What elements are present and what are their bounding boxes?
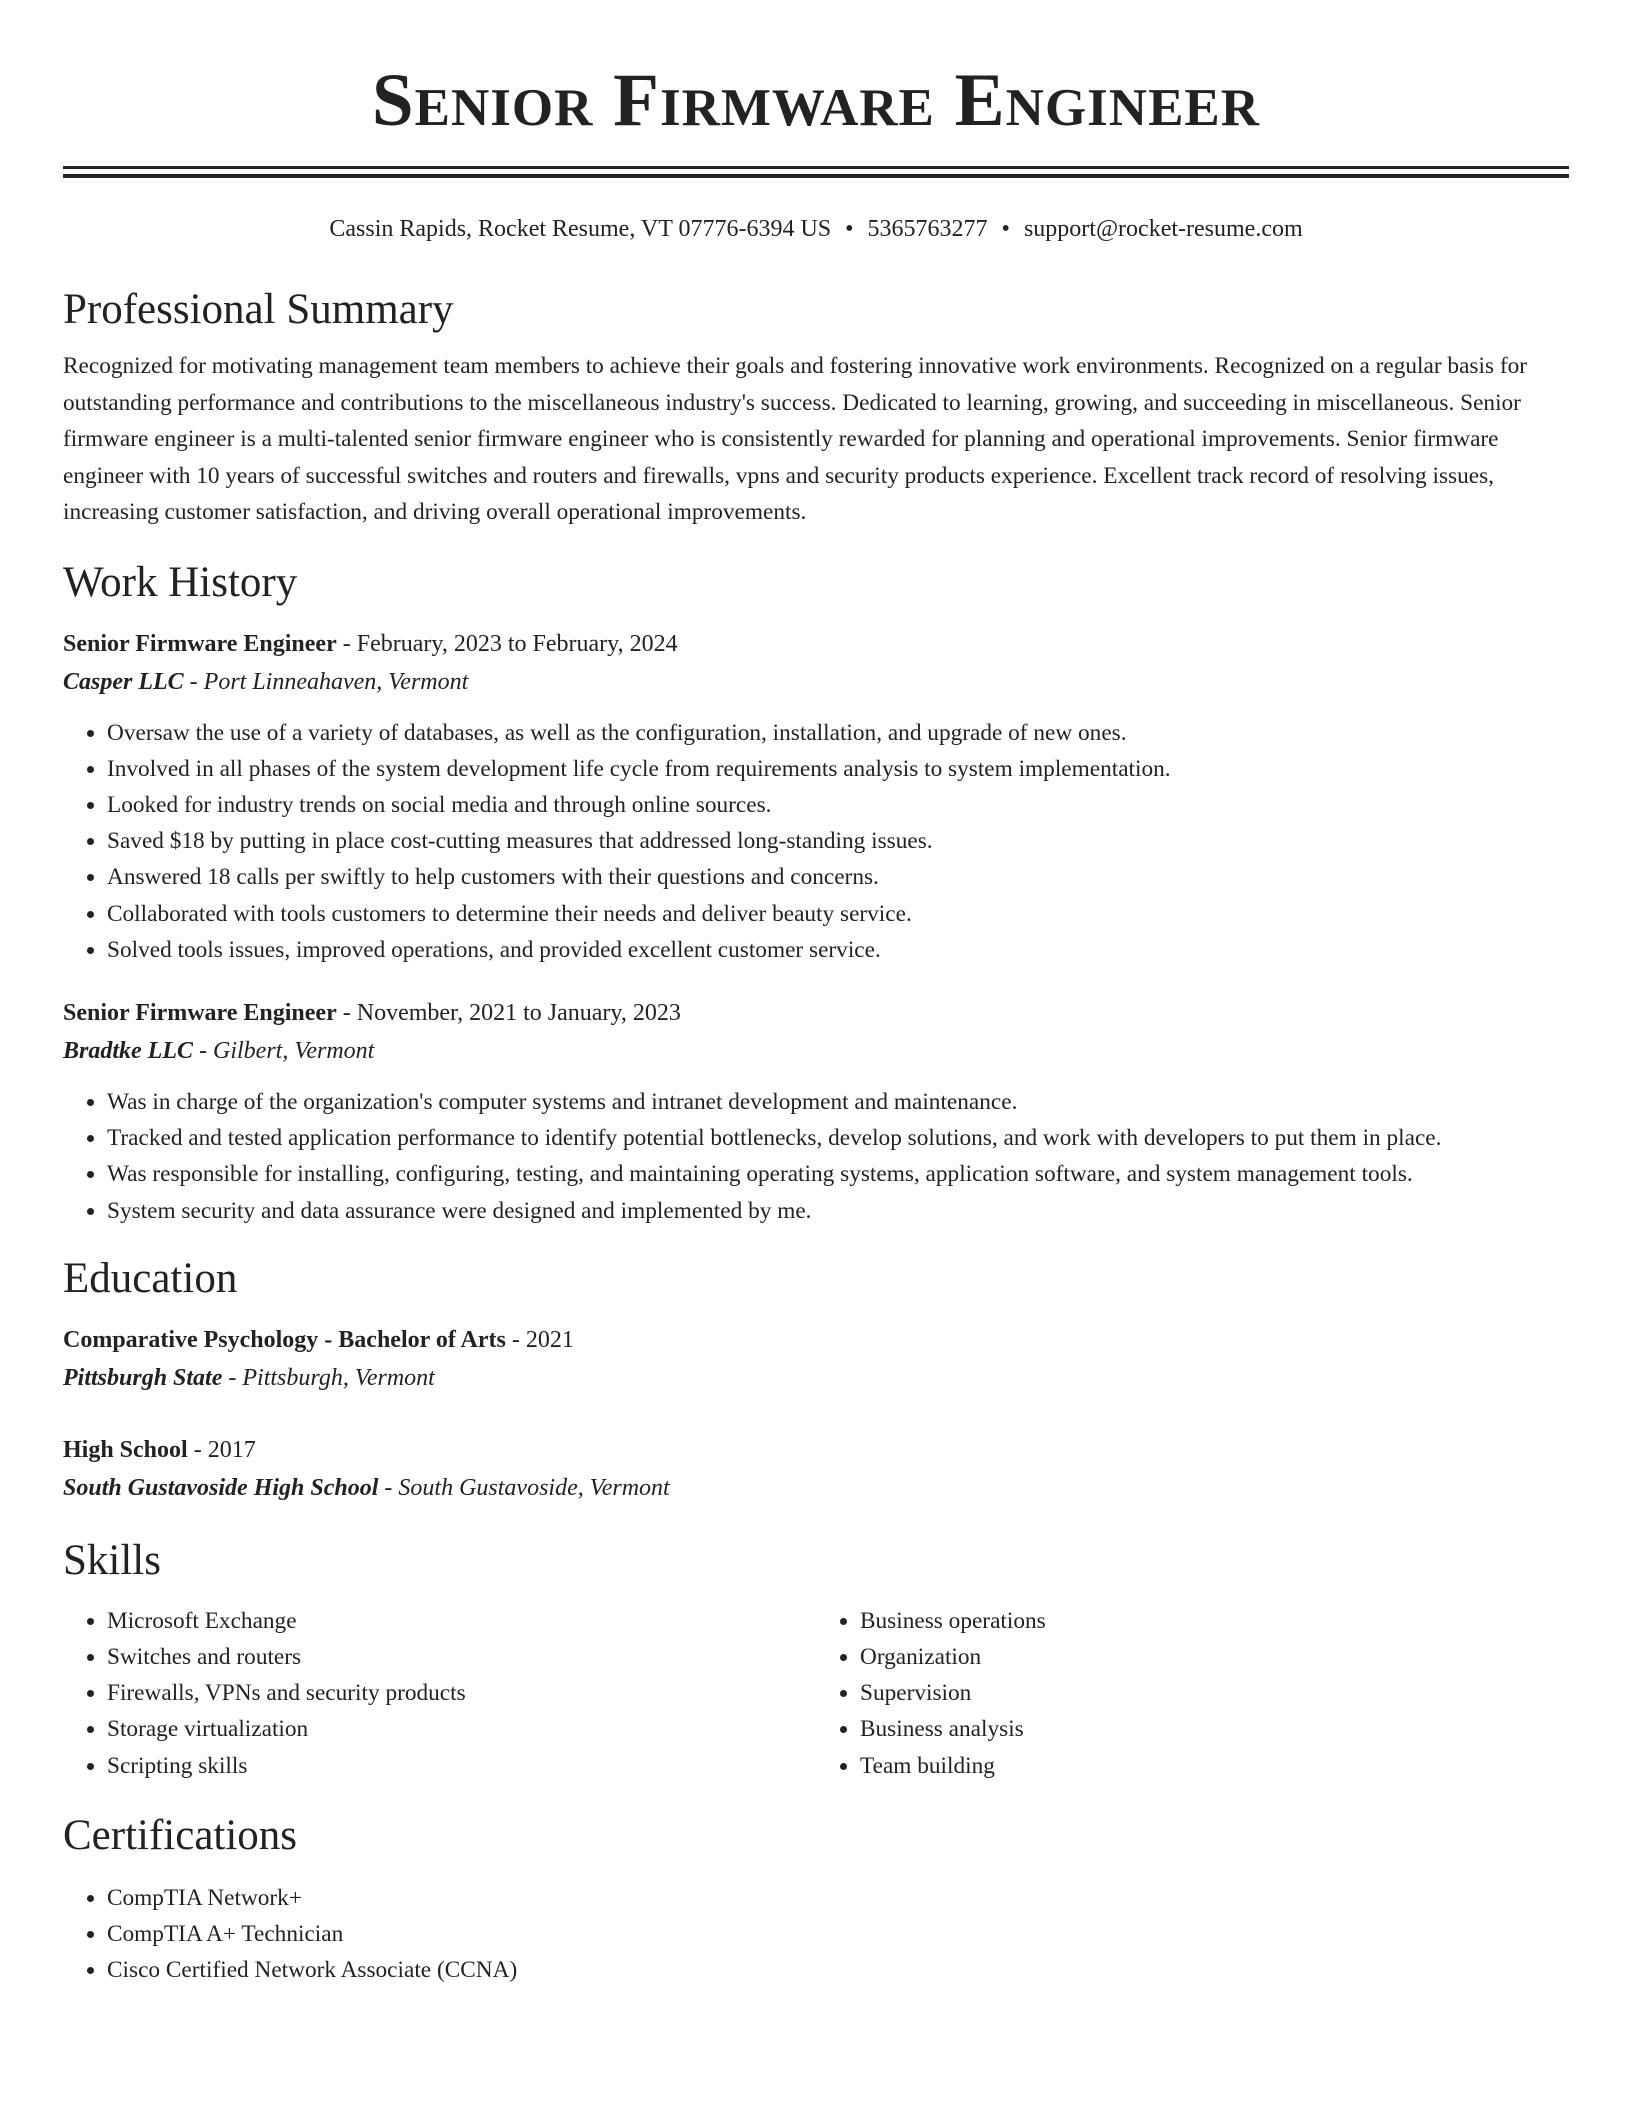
job-bullet: • Was in charge of the organization's computer systems and intranet development and maintenance.: [107, 1084, 1569, 1120]
skill-item: • Switches and routers: [107, 1639, 816, 1675]
skills-columns: [63, 1603, 1569, 1784]
job-dates: - November, 2021 to January, 2023: [336, 999, 681, 1026]
contact-address: Cassin Rapids, Rocket Resume, VT 07776-6394 US: [329, 216, 832, 242]
certification-item: • Cisco Certified Network Associate (CCNA): [107, 1952, 1569, 1988]
certifications-heading: Certifications: [63, 1811, 298, 1859]
skill-item: • Microsoft Exchange: [107, 1603, 816, 1639]
job-title-line: [63, 625, 1569, 663]
education-school: Pittsburgh State: [63, 1364, 223, 1391]
education-school-line: [63, 1359, 1569, 1397]
job-entry: [63, 625, 1569, 968]
job-company-line: [63, 663, 1569, 701]
contact-separator: •: [845, 216, 854, 242]
certifications-list: [63, 1880, 1569, 1989]
certification-item: • CompTIA Network+: [107, 1880, 1569, 1916]
job-bullet: • Solved tools issues, improved operations, and provided excellent customer service.: [107, 932, 1569, 968]
job-title-line: [63, 994, 1569, 1032]
education-location: - South Gustavoside, Vermont: [378, 1474, 670, 1501]
job-bullet: • Oversaw the use of a variety of databases, as well as the configuration, installation, and upgrade of new ones.: [107, 715, 1569, 751]
job-bullet: • System security and data assurance were designed and implemented by me.: [107, 1193, 1569, 1229]
education-degree: Comparative Psychology - Bachelor of Arts: [63, 1326, 506, 1353]
skill-item: • Scripting skills: [107, 1748, 816, 1784]
skill-item: • Team building: [860, 1748, 1569, 1784]
job-entry: [63, 994, 1569, 1229]
job-bullet: • Looked for industry trends on social media and through online sources.: [107, 787, 1569, 823]
education-year: - 2021: [505, 1326, 574, 1353]
job-dates: - February, 2023 to February, 2024: [336, 630, 678, 657]
job-bullet: • Was responsible for installing, configuring, testing, and maintaining operating systems, application software, and system management tools.: [107, 1156, 1569, 1192]
education-location: - Pittsburgh, Vermont: [222, 1364, 435, 1391]
skill-item: • Business analysis: [860, 1711, 1569, 1747]
job-company: Casper LLC: [63, 668, 184, 695]
job-location: - Port Linneahaven, Vermont: [183, 668, 469, 695]
job-bullet: • Collaborated with tools customers to determine their needs and deliver beauty service.: [107, 896, 1569, 932]
contact-email: support@rocket-resume.com: [1023, 216, 1303, 242]
skill-item: • Organization: [860, 1639, 1569, 1675]
contact-phone: 5365763277: [867, 216, 988, 242]
education-entry: [63, 1321, 1569, 1397]
skill-item: • Supervision: [860, 1675, 1569, 1711]
education-degree: High School: [63, 1436, 188, 1463]
certification-item: • CompTIA A+ Technician: [107, 1916, 1569, 1952]
job-bullet: • Tracked and tested application performance to identify potential bottlenecks, develop solutions, and work with developers to put them in place.: [107, 1120, 1569, 1156]
job-bullet: • Saved $18 by putting in place cost-cutting measures that addressed long-standing issues.: [107, 823, 1569, 859]
education-school: South Gustavoside High School: [63, 1474, 379, 1501]
job-company-line: [63, 1032, 1569, 1070]
job-company: Bradtke LLC: [63, 1037, 193, 1064]
education-heading: Education: [63, 1254, 238, 1302]
job-title: Senior Firmware Engineer: [63, 999, 337, 1026]
skill-item: • Business operations: [860, 1603, 1569, 1639]
job-bullets: [63, 715, 1569, 968]
education-degree-line: [63, 1321, 1569, 1359]
job-bullets: [63, 1084, 1569, 1229]
skill-item: • Storage virtualization: [107, 1711, 816, 1747]
contact-line: [63, 214, 1569, 244]
skills-left-list: [63, 1603, 816, 1784]
resume-title: Senior Firmware Engineer: [371, 59, 1261, 142]
skills-right-list: [816, 1603, 1569, 1784]
work-history-heading: Work History: [63, 558, 298, 606]
summary-heading: Professional Summary: [63, 286, 454, 333]
job-bullet: • Involved in all phases of the system development life cycle from requirements analysis to system implementation.: [107, 751, 1569, 787]
title-divider: [63, 166, 1569, 178]
education-year: - 2017: [187, 1436, 256, 1463]
summary-text: Recognized for motivating management team members to achieve their goals and fostering innovative work environments. Recognized on a regular basis for outstanding performance and contributions to the miscellaneous industry's success. Dedicated to learning, growing, and succeeding in miscellaneous. Senior firmware engineer is a multi-talented senior firmware engineer who is consistently rewarded for planning and operational improvements. Senior firmware engineer with 10 years of successful switches and routers and firewalls, vpns and security products experience. Excellent track record of resolving issues, increasing customer satisfaction, and driving overall operational improvements.: [63, 353, 1528, 525]
skills-heading: Skills: [63, 1536, 161, 1584]
skill-item: • Firewalls, VPNs and security products: [107, 1675, 816, 1711]
education-degree-line: [63, 1431, 1569, 1469]
education-entry: [63, 1431, 1569, 1507]
job-bullet: • Answered 18 calls per swiftly to help customers with their questions and concerns.: [107, 859, 1569, 895]
job-title: Senior Firmware Engineer: [63, 630, 337, 657]
education-school-line: [63, 1469, 1569, 1507]
job-location: - Gilbert, Vermont: [193, 1037, 375, 1064]
contact-separator: •: [1001, 216, 1010, 242]
